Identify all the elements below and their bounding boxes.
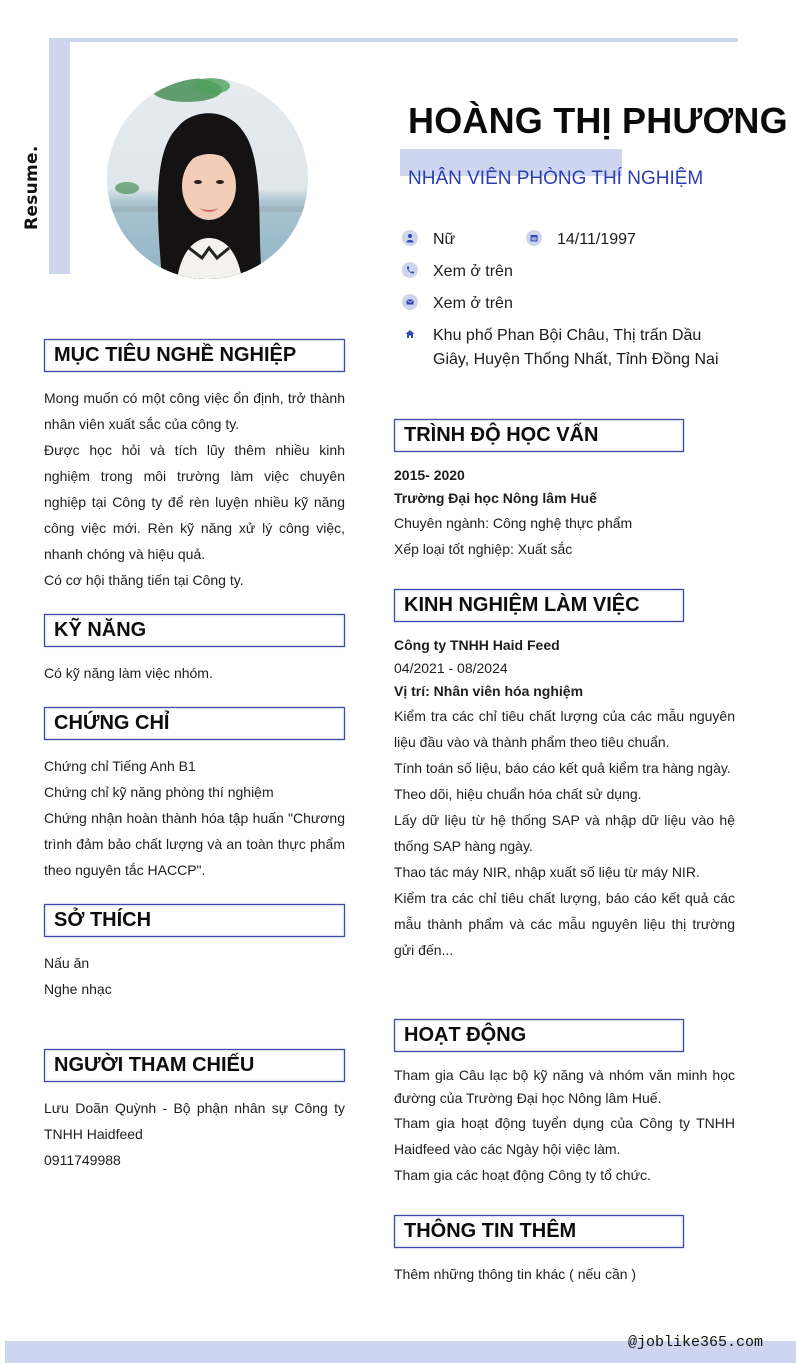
experience-task: Kiểm tra các chỉ tiêu chất lượng, báo cáo kết quả các mẫu thành phẩm và các mẫu nguyên liệu thị trường gửi đến... bbox=[394, 890, 735, 958]
home-icon bbox=[402, 326, 418, 342]
reference-item: Lưu Doãn Quỳnh - Bộ phận nhân sự Công ty TNHH Haidfeed bbox=[44, 1100, 345, 1142]
activities-content bbox=[394, 1064, 735, 1188]
section-heading-skills: KỸ NĂNG bbox=[44, 614, 345, 647]
calendar-icon bbox=[526, 230, 542, 246]
activity-item: Tham gia các hoạt động Công ty tổ chức. bbox=[394, 1167, 651, 1183]
phone-value: Xem ở trên bbox=[433, 263, 513, 280]
email-row bbox=[402, 292, 513, 316]
section-heading-certificates: CHỨNG CHỈ bbox=[44, 707, 345, 740]
activity-item: Tham gia Câu lạc bộ kỹ năng và nhóm văn minh học đường của Trường Đại học Nông lâm Huế. bbox=[394, 1067, 735, 1106]
phone-row bbox=[402, 260, 513, 284]
experience-task: Kiểm tra các chỉ tiêu chất lượng của các mẫu nguyên liệu đầu vào và thành phẩm theo tiêu chuẩn. bbox=[394, 708, 735, 750]
experience-period: 04/2021 - 08/2024 bbox=[394, 660, 508, 676]
section-heading-education: TRÌNH ĐỘ HỌC VẤN bbox=[394, 419, 684, 452]
address-value bbox=[433, 324, 719, 372]
education-period: 2015- 2020 bbox=[394, 467, 465, 483]
section-heading-objective: MỤC TIÊU NGHỀ NGHIỆP bbox=[44, 339, 345, 372]
objective-paragraph: Được học hỏi và tích lũy thêm nhiều kinh nghiệm trong môi trường làm việc chuyên nghiệp tại Công ty để rèn luyện nhiều kỹ năng công việc mới. Rèn kỹ năng xử lý công việc, nhanh chóng và hiệu quả. bbox=[44, 442, 345, 562]
skill-item: Có kỹ năng làm việc nhóm. bbox=[44, 665, 213, 681]
watermark: @joblike365.com bbox=[627, 1334, 763, 1351]
activity-item: Tham gia hoạt động tuyển dụng của Công ty TNHH Haidfeed vào các Ngày hội việc làm. bbox=[394, 1115, 735, 1157]
birthday-row bbox=[526, 228, 636, 252]
section-heading-hobbies: SỞ THÍCH bbox=[44, 904, 345, 937]
experience-task: Lấy dữ liệu từ hệ thống SAP và nhập dữ liệu vào hệ thống SAP hàng ngày. bbox=[394, 812, 735, 854]
experience-content bbox=[394, 634, 735, 963]
additional-content bbox=[394, 1261, 735, 1287]
hobby-item: Nghe nhạc bbox=[44, 981, 112, 997]
section-heading-references: NGƯỜI THAM CHIẾU bbox=[44, 1049, 345, 1082]
resume-label: Resume. bbox=[22, 145, 42, 230]
education-grade: Xếp loại tốt nghiệp: Xuất sắc bbox=[394, 541, 573, 557]
certificate-item: Chứng chỉ Tiếng Anh B1 bbox=[44, 758, 196, 774]
reference-item: 0911749988 bbox=[44, 1152, 121, 1168]
mail-icon bbox=[402, 294, 418, 310]
experience-task: Tính toán số liệu, báo cáo kết quả kiểm tra hàng ngày. bbox=[394, 760, 731, 776]
phone-icon bbox=[402, 262, 418, 278]
top-accent-bar bbox=[49, 38, 738, 42]
section-heading-experience: KINH NGHIỆM LÀM VIỆC bbox=[394, 589, 684, 622]
hobby-item: Nấu ăn bbox=[44, 955, 90, 971]
experience-company: Công ty TNHH Haid Feed bbox=[394, 637, 560, 653]
address-row bbox=[402, 324, 719, 372]
avatar bbox=[107, 78, 308, 279]
education-major: Chuyên ngành: Công nghệ thực phẩm bbox=[394, 515, 633, 531]
gender-value: Nữ bbox=[433, 231, 456, 248]
references-content bbox=[44, 1095, 345, 1173]
objective-paragraph: Mong muốn có một công việc ổn định, trở thành nhân viên xuất sắc của công ty. bbox=[44, 390, 345, 432]
certificates-content bbox=[44, 753, 345, 883]
birthday-value: 14/11/1997 bbox=[557, 231, 636, 248]
education-content bbox=[394, 464, 735, 562]
section-heading-additional: THÔNG TIN THÊM bbox=[394, 1215, 684, 1248]
job-title: NHÂN VIÊN PHÒNG THÍ NGHIỆM bbox=[408, 168, 704, 189]
certificate-item: Chứng nhận hoàn thành hóa tập huấn "Chương trình đảm bảo chất lượng và an toàn thực phẩm theo nguyên tắc HACCP". bbox=[44, 810, 345, 878]
candidate-name: HOÀNG THỊ PHƯƠNG bbox=[408, 100, 788, 141]
side-accent-bar bbox=[49, 38, 70, 274]
objective-content bbox=[44, 385, 345, 593]
address-line-2: Giây, Huyện Thống Nhất, Tỉnh Đồng Nai bbox=[433, 351, 719, 368]
email-value: Xem ở trên bbox=[433, 295, 513, 312]
objective-paragraph: Có cơ hội thăng tiến tại Công ty. bbox=[44, 572, 244, 588]
section-heading-activities: HOẠT ĐỘNG bbox=[394, 1019, 684, 1052]
additional-item: Thêm những thông tin khác ( nếu cần ) bbox=[394, 1266, 637, 1282]
gender-row bbox=[402, 228, 455, 252]
experience-task: Theo dõi, hiệu chuẩn hóa chất sử dụng. bbox=[394, 786, 642, 802]
skills-content bbox=[44, 660, 345, 686]
hobbies-content bbox=[44, 950, 345, 1002]
education-school: Trường Đại học Nông lâm Huế bbox=[394, 490, 597, 506]
user-icon bbox=[402, 230, 418, 246]
certificate-item: Chứng chỉ kỹ năng phòng thí nghiệm bbox=[44, 784, 274, 800]
experience-position: Vị trí: Nhân viên hóa nghiệm bbox=[394, 683, 584, 699]
experience-task: Thao tác máy NIR, nhập xuất số liệu từ máy NIR. bbox=[394, 864, 700, 880]
address-line-1: Khu phố Phan Bội Châu, Thị trấn Dầu bbox=[433, 327, 702, 344]
